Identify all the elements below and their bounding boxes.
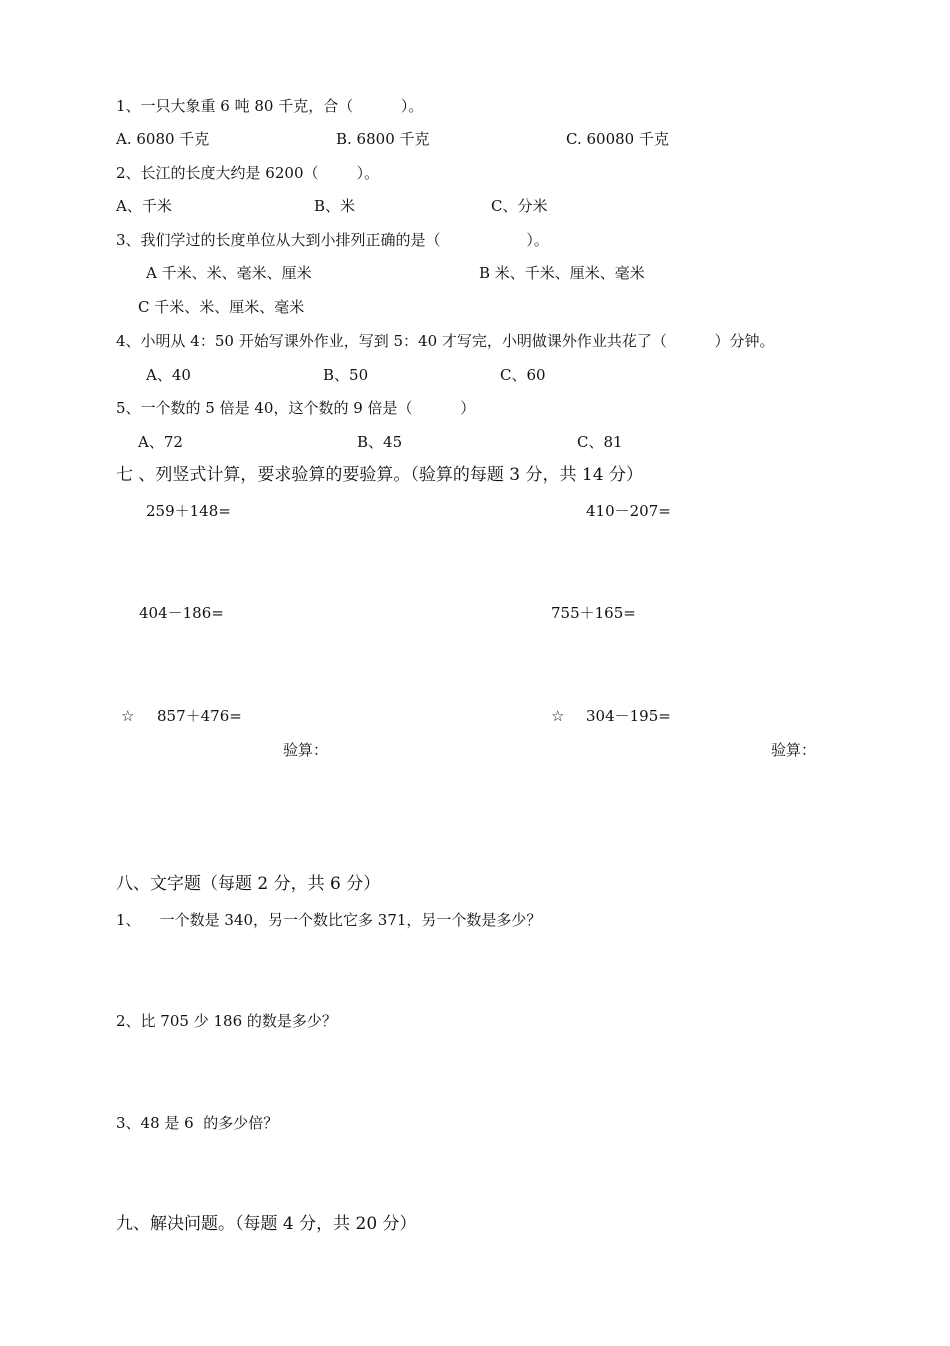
q2-option-c: C、分米 <box>491 197 548 215</box>
word-problem-2: 2、比 705 少 186 的数是多少？ <box>116 1012 337 1030</box>
q3-option-a: A 千米、米、毫米、厘米 <box>146 264 312 282</box>
q1-option-b: B. 6800 千克 <box>336 130 430 148</box>
q3-option-b: B 米、千米、厘米、毫米 <box>479 264 645 282</box>
calc-problem-5: 857＋476= <box>157 707 242 725</box>
star-icon: ☆ <box>551 707 565 725</box>
section7-title: 七 、列竖式计算，要求验算的要验算。（验算的每题 3 分，共 14 分） <box>116 465 643 485</box>
q1-stem: 1、一只大象重 6 吨 80 千克，合（ ）。 <box>116 97 424 115</box>
q1-option-a: A. 6080 千克 <box>116 130 210 148</box>
section9-title: 九、解决问题。（每题 4 分，共 20 分） <box>116 1214 417 1234</box>
q5-option-a: A、72 <box>138 433 183 451</box>
q5-stem: 5、一个数的 5 倍是 40，这个数的 9 倍是（ ） <box>116 399 476 417</box>
word-problem-1: 1、 一个数是 340，另一个数比它多 371，另一个数是多少？ <box>116 911 542 929</box>
q1-option-c: C. 60080 千克 <box>566 130 669 148</box>
q3-option-c: C 千米、米、厘米、毫米 <box>138 298 305 316</box>
q2-option-b: B、米 <box>314 197 356 215</box>
word-problem-3: 3、48 是 6 的多少倍？ <box>116 1114 279 1132</box>
q2-stem: 2、长江的长度大约是 6200（ ）。 <box>116 164 380 182</box>
section8-title: 八、文字题（每题 2 分，共 6 分） <box>116 874 381 894</box>
q4-option-a: A、40 <box>146 366 191 384</box>
q3-stem: 3、我们学过的长度单位从大到小排列正确的是（ ）。 <box>116 231 549 249</box>
check-label-left: 验算： <box>283 741 329 759</box>
q4-option-c: C、60 <box>500 366 546 384</box>
calc-problem-1: 259＋148= <box>146 502 231 520</box>
calc-problem-3: 404－186= <box>139 604 224 622</box>
q2-option-a: A、千米 <box>116 197 172 215</box>
q4-stem: 4、小明从 4：50 开始写课外作业，写到 5：40 才写完，小明做课外作业共花了（ ）分钟。 <box>116 332 775 350</box>
q4-option-b: B、50 <box>323 366 369 384</box>
calc-problem-2: 410－207= <box>586 502 671 520</box>
q5-option-c: C、81 <box>577 433 623 451</box>
calc-problem-6: 304－195= <box>586 707 671 725</box>
calc-problem-4: 755＋165= <box>551 604 636 622</box>
q5-option-b: B、45 <box>357 433 403 451</box>
star-icon: ☆ <box>121 707 135 725</box>
check-label-right: 验算： <box>771 741 817 759</box>
